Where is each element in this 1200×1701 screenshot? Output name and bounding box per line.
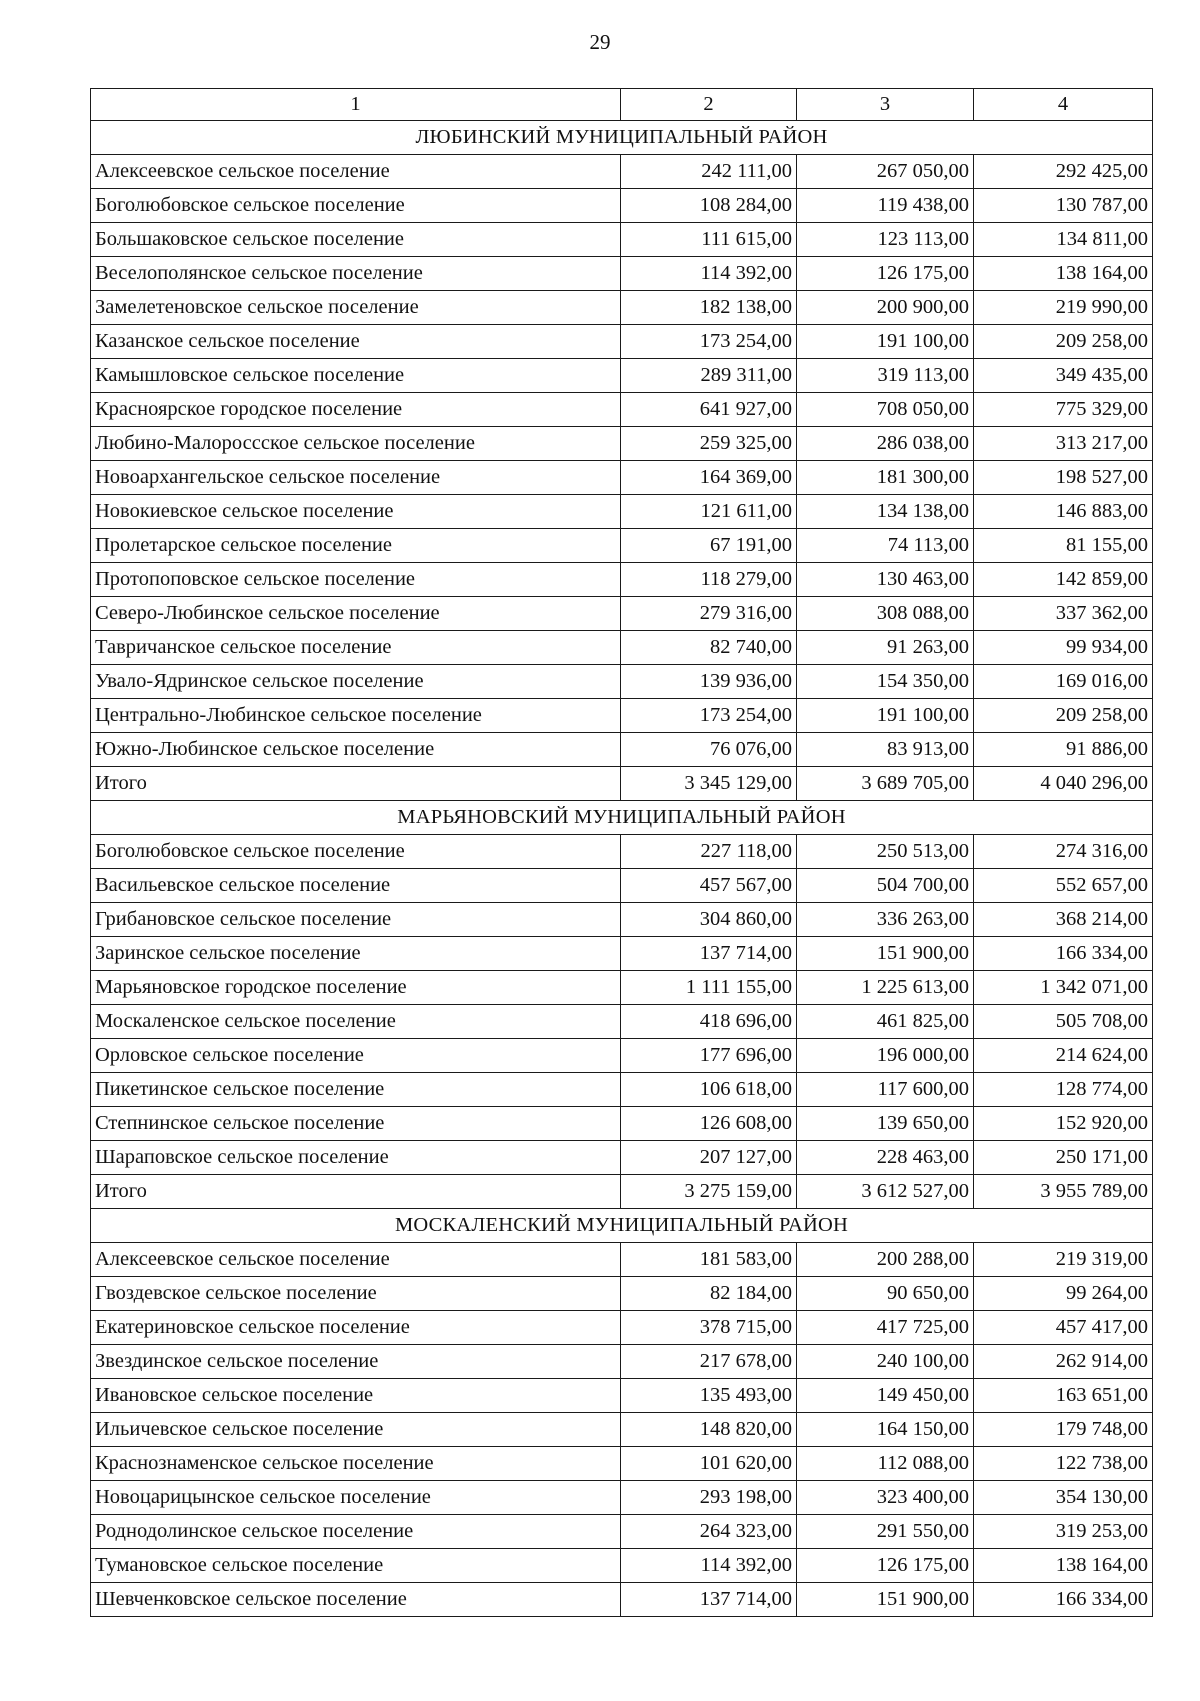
table-row	[91, 1447, 1153, 1481]
value-col-3-cell: 196 000,00	[797, 1039, 974, 1073]
value-col-2-cell: 121 611,00	[621, 495, 797, 529]
value-col-2-cell: 182 138,00	[621, 291, 797, 325]
value-col-2-cell: 173 254,00	[621, 699, 797, 733]
settlement-name-cell: Васильевское сельское поселение	[91, 869, 621, 903]
value-col-3-cell: 91 263,00	[797, 631, 974, 665]
value-col-3-cell: 267 050,00	[797, 155, 974, 189]
value-col-2-cell: 118 279,00	[621, 563, 797, 597]
settlement-name-cell: Веселополянское сельское поселение	[91, 257, 621, 291]
table-row	[91, 1277, 1153, 1311]
value-col-3-cell: 319 113,00	[797, 359, 974, 393]
value-col-4-cell: 209 258,00	[974, 325, 1153, 359]
value-col-3-cell: 83 913,00	[797, 733, 974, 767]
value-col-3-cell: 130 463,00	[797, 563, 974, 597]
value-col-4-cell: 262 914,00	[974, 1345, 1153, 1379]
value-col-2-cell: 82 184,00	[621, 1277, 797, 1311]
settlement-name-cell: Краснознаменское сельское поселение	[91, 1447, 621, 1481]
value-col-4-cell: 368 214,00	[974, 903, 1153, 937]
settlement-name-cell: Екатериновское сельское поселение	[91, 1311, 621, 1345]
value-col-3-cell: 200 288,00	[797, 1243, 974, 1277]
value-col-3-cell: 119 438,00	[797, 189, 974, 223]
table-row	[91, 257, 1153, 291]
value-col-4-cell: 138 164,00	[974, 1549, 1153, 1583]
value-col-4-cell: 134 811,00	[974, 223, 1153, 257]
value-col-2-cell: 101 620,00	[621, 1447, 797, 1481]
table-row	[91, 1039, 1153, 1073]
value-col-2-cell: 641 927,00	[621, 393, 797, 427]
value-col-4-cell: 166 334,00	[974, 937, 1153, 971]
settlement-name-cell: Тавричанское сельское поселение	[91, 631, 621, 665]
value-col-3-cell: 151 900,00	[797, 1583, 974, 1617]
value-col-3-cell: 181 300,00	[797, 461, 974, 495]
section-title: МОСКАЛЕНСКИЙ МУНИЦИПАЛЬНЫЙ РАЙОН	[91, 1209, 1153, 1243]
table-row	[91, 1583, 1153, 1617]
value-col-3-cell: 134 138,00	[797, 495, 974, 529]
total-row	[91, 1175, 1153, 1209]
settlement-name-cell: Любино-Малороссское сельское поселение	[91, 427, 621, 461]
settlement-name-cell: Заринское сельское поселение	[91, 937, 621, 971]
value-col-4-cell: 99 264,00	[974, 1277, 1153, 1311]
table-row	[91, 393, 1153, 427]
table-row	[91, 1515, 1153, 1549]
total-col-2-cell: 3 345 129,00	[621, 767, 797, 801]
value-col-4-cell: 81 155,00	[974, 529, 1153, 563]
value-col-2-cell: 304 860,00	[621, 903, 797, 937]
value-col-3-cell: 708 050,00	[797, 393, 974, 427]
settlement-name-cell: Боголюбовское сельское поселение	[91, 189, 621, 223]
table-row	[91, 733, 1153, 767]
settlement-name-cell: Новоархангельское сельское поселение	[91, 461, 621, 495]
value-col-4-cell: 457 417,00	[974, 1311, 1153, 1345]
value-col-3-cell: 286 038,00	[797, 427, 974, 461]
table-row	[91, 665, 1153, 699]
value-col-2-cell: 164 369,00	[621, 461, 797, 495]
settlement-name-cell: Пикетинское сельское поселение	[91, 1073, 621, 1107]
settlement-name-cell: Алексеевское сельское поселение	[91, 155, 621, 189]
value-col-2-cell: 217 678,00	[621, 1345, 797, 1379]
settlement-name-cell: Замелетеновское сельское поселение	[91, 291, 621, 325]
value-col-3-cell: 1 225 613,00	[797, 971, 974, 1005]
settlement-name-cell: Казанское сельское поселение	[91, 325, 621, 359]
value-col-4-cell: 198 527,00	[974, 461, 1153, 495]
value-col-3-cell: 504 700,00	[797, 869, 974, 903]
value-col-2-cell: 106 618,00	[621, 1073, 797, 1107]
value-col-2-cell: 289 311,00	[621, 359, 797, 393]
value-col-3-cell: 154 350,00	[797, 665, 974, 699]
value-col-2-cell: 67 191,00	[621, 529, 797, 563]
value-col-3-cell: 126 175,00	[797, 257, 974, 291]
table-row	[91, 495, 1153, 529]
value-col-3-cell: 112 088,00	[797, 1447, 974, 1481]
value-col-2-cell: 76 076,00	[621, 733, 797, 767]
settlement-name-cell: Протопоповское сельское поселение	[91, 563, 621, 597]
value-col-2-cell: 114 392,00	[621, 1549, 797, 1583]
value-col-4-cell: 91 886,00	[974, 733, 1153, 767]
settlement-name-cell: Камышловское сельское поселение	[91, 359, 621, 393]
value-col-4-cell: 552 657,00	[974, 869, 1153, 903]
value-col-4-cell: 142 859,00	[974, 563, 1153, 597]
value-col-2-cell: 139 936,00	[621, 665, 797, 699]
settlement-name-cell: Большаковское сельское поселение	[91, 223, 621, 257]
value-col-3-cell: 151 900,00	[797, 937, 974, 971]
column-header-2: 2	[621, 89, 797, 121]
settlement-name-cell: Марьяновское городское поселение	[91, 971, 621, 1005]
value-col-4-cell: 209 258,00	[974, 699, 1153, 733]
total-label-cell: Итого	[91, 767, 621, 801]
value-col-4-cell: 505 708,00	[974, 1005, 1153, 1039]
value-col-3-cell: 308 088,00	[797, 597, 974, 631]
value-col-3-cell: 123 113,00	[797, 223, 974, 257]
table-row	[91, 869, 1153, 903]
table-row	[91, 529, 1153, 563]
table-row	[91, 427, 1153, 461]
value-col-2-cell: 293 198,00	[621, 1481, 797, 1515]
value-col-3-cell: 461 825,00	[797, 1005, 974, 1039]
settlement-name-cell: Ивановское сельское поселение	[91, 1379, 621, 1413]
value-col-4-cell: 337 362,00	[974, 597, 1153, 631]
value-col-2-cell: 177 696,00	[621, 1039, 797, 1073]
settlement-name-cell: Центрально-Любинское сельское поселение	[91, 699, 621, 733]
value-col-2-cell: 148 820,00	[621, 1413, 797, 1447]
value-col-4-cell: 122 738,00	[974, 1447, 1153, 1481]
settlement-name-cell: Пролетарское сельское поселение	[91, 529, 621, 563]
value-col-3-cell: 200 900,00	[797, 291, 974, 325]
table-row	[91, 563, 1153, 597]
value-col-4-cell: 163 651,00	[974, 1379, 1153, 1413]
value-col-3-cell: 139 650,00	[797, 1107, 974, 1141]
value-col-4-cell: 775 329,00	[974, 393, 1153, 427]
value-col-2-cell: 264 323,00	[621, 1515, 797, 1549]
value-col-3-cell: 228 463,00	[797, 1141, 974, 1175]
value-col-4-cell: 214 624,00	[974, 1039, 1153, 1073]
settlement-name-cell: Южно-Любинское сельское поселение	[91, 733, 621, 767]
column-header-4: 4	[974, 89, 1153, 121]
table-row	[91, 597, 1153, 631]
settlement-name-cell: Гвоздевское сельское поселение	[91, 1277, 621, 1311]
value-col-3-cell: 250 513,00	[797, 835, 974, 869]
value-col-3-cell: 117 600,00	[797, 1073, 974, 1107]
table-row	[91, 1345, 1153, 1379]
budget-table	[90, 88, 1153, 1617]
value-col-2-cell: 137 714,00	[621, 1583, 797, 1617]
value-col-2-cell: 111 615,00	[621, 223, 797, 257]
value-col-4-cell: 349 435,00	[974, 359, 1153, 393]
table-row	[91, 937, 1153, 971]
value-col-3-cell: 323 400,00	[797, 1481, 974, 1515]
settlement-name-cell: Новокиевское сельское поселение	[91, 495, 621, 529]
value-col-4-cell: 319 253,00	[974, 1515, 1153, 1549]
settlement-name-cell: Орловское сельское поселение	[91, 1039, 621, 1073]
table-row	[91, 359, 1153, 393]
table-row	[91, 1311, 1153, 1345]
value-col-3-cell: 291 550,00	[797, 1515, 974, 1549]
settlement-name-cell: Ильичевское сельское поселение	[91, 1413, 621, 1447]
table-row	[91, 1005, 1153, 1039]
value-col-2-cell: 82 740,00	[621, 631, 797, 665]
table-row	[91, 903, 1153, 937]
value-col-2-cell: 259 325,00	[621, 427, 797, 461]
value-col-3-cell: 191 100,00	[797, 325, 974, 359]
table-row	[91, 1243, 1153, 1277]
value-col-4-cell: 250 171,00	[974, 1141, 1153, 1175]
value-col-2-cell: 181 583,00	[621, 1243, 797, 1277]
value-col-4-cell: 1 342 071,00	[974, 971, 1153, 1005]
table-row	[91, 971, 1153, 1005]
value-col-2-cell: 126 608,00	[621, 1107, 797, 1141]
section-title: МАРЬЯНОВСКИЙ МУНИЦИПАЛЬНЫЙ РАЙОН	[91, 801, 1153, 835]
settlement-name-cell: Степнинское сельское поселение	[91, 1107, 621, 1141]
settlement-name-cell: Северо-Любинское сельское поселение	[91, 597, 621, 631]
table-body	[91, 121, 1153, 1617]
value-col-2-cell: 173 254,00	[621, 325, 797, 359]
value-col-2-cell: 378 715,00	[621, 1311, 797, 1345]
settlement-name-cell: Тумановское сельское поселение	[91, 1549, 621, 1583]
value-col-3-cell: 336 263,00	[797, 903, 974, 937]
table-row	[91, 1141, 1153, 1175]
value-col-2-cell: 457 567,00	[621, 869, 797, 903]
table-row	[91, 325, 1153, 359]
table-row	[91, 1107, 1153, 1141]
value-col-4-cell: 219 990,00	[974, 291, 1153, 325]
column-header-3: 3	[797, 89, 974, 121]
value-col-3-cell: 240 100,00	[797, 1345, 974, 1379]
value-col-3-cell: 74 113,00	[797, 529, 974, 563]
value-col-4-cell: 354 130,00	[974, 1481, 1153, 1515]
value-col-3-cell: 149 450,00	[797, 1379, 974, 1413]
section-header-row	[91, 801, 1153, 835]
settlement-name-cell: Звездинское сельское поселение	[91, 1345, 621, 1379]
section-header-row	[91, 121, 1153, 155]
settlement-name-cell: Красноярское городское поселение	[91, 393, 621, 427]
value-col-4-cell: 179 748,00	[974, 1413, 1153, 1447]
total-col-3-cell: 3 689 705,00	[797, 767, 974, 801]
value-col-4-cell: 146 883,00	[974, 495, 1153, 529]
value-col-4-cell: 169 016,00	[974, 665, 1153, 699]
value-col-3-cell: 126 175,00	[797, 1549, 974, 1583]
value-col-4-cell: 152 920,00	[974, 1107, 1153, 1141]
value-col-4-cell: 292 425,00	[974, 155, 1153, 189]
table-row	[91, 223, 1153, 257]
value-col-4-cell: 130 787,00	[974, 189, 1153, 223]
value-col-3-cell: 164 150,00	[797, 1413, 974, 1447]
value-col-2-cell: 1 111 155,00	[621, 971, 797, 1005]
value-col-4-cell: 313 217,00	[974, 427, 1153, 461]
table-row	[91, 699, 1153, 733]
value-col-2-cell: 114 392,00	[621, 257, 797, 291]
section-title: ЛЮБИНСКИЙ МУНИЦИПАЛЬНЫЙ РАЙОН	[91, 121, 1153, 155]
value-col-2-cell: 242 111,00	[621, 155, 797, 189]
settlement-name-cell: Роднодолинское сельское поселение	[91, 1515, 621, 1549]
table-row	[91, 1073, 1153, 1107]
table-row	[91, 461, 1153, 495]
settlement-name-cell: Шараповское сельское поселение	[91, 1141, 621, 1175]
value-col-4-cell: 128 774,00	[974, 1073, 1153, 1107]
value-col-4-cell: 274 316,00	[974, 835, 1153, 869]
table-row	[91, 1481, 1153, 1515]
value-col-2-cell: 418 696,00	[621, 1005, 797, 1039]
settlement-name-cell: Алексеевское сельское поселение	[91, 1243, 621, 1277]
total-col-4-cell: 3 955 789,00	[974, 1175, 1153, 1209]
value-col-4-cell: 138 164,00	[974, 257, 1153, 291]
page-number: 29	[589, 30, 611, 54]
total-col-4-cell: 4 040 296,00	[974, 767, 1153, 801]
table-row	[91, 291, 1153, 325]
value-col-2-cell: 227 118,00	[621, 835, 797, 869]
value-col-3-cell: 191 100,00	[797, 699, 974, 733]
table-row	[91, 631, 1153, 665]
value-col-2-cell: 108 284,00	[621, 189, 797, 223]
settlement-name-cell: Грибановское сельское поселение	[91, 903, 621, 937]
value-col-4-cell: 99 934,00	[974, 631, 1153, 665]
settlement-name-cell: Новоцарицынское сельское поселение	[91, 1481, 621, 1515]
section-header-row	[91, 1209, 1153, 1243]
table-row	[91, 189, 1153, 223]
value-col-2-cell: 135 493,00	[621, 1379, 797, 1413]
value-col-4-cell: 166 334,00	[974, 1583, 1153, 1617]
total-row	[91, 767, 1153, 801]
value-col-2-cell: 279 316,00	[621, 597, 797, 631]
table-row	[91, 1413, 1153, 1447]
value-col-3-cell: 417 725,00	[797, 1311, 974, 1345]
settlement-name-cell: Увало-Ядринское сельское поселение	[91, 665, 621, 699]
value-col-3-cell: 90 650,00	[797, 1277, 974, 1311]
settlement-name-cell: Шевченковское сельское поселение	[91, 1583, 621, 1617]
column-header-1: 1	[91, 89, 621, 121]
total-col-2-cell: 3 275 159,00	[621, 1175, 797, 1209]
table-row	[91, 1549, 1153, 1583]
settlement-name-cell: Боголюбовское сельское поселение	[91, 835, 621, 869]
column-header-row	[91, 89, 1153, 121]
total-col-3-cell: 3 612 527,00	[797, 1175, 974, 1209]
value-col-4-cell: 219 319,00	[974, 1243, 1153, 1277]
settlement-name-cell: Москаленское сельское поселение	[91, 1005, 621, 1039]
total-label-cell: Итого	[91, 1175, 621, 1209]
value-col-2-cell: 207 127,00	[621, 1141, 797, 1175]
table-row	[91, 835, 1153, 869]
table-row	[91, 1379, 1153, 1413]
table-row	[91, 155, 1153, 189]
value-col-2-cell: 137 714,00	[621, 937, 797, 971]
